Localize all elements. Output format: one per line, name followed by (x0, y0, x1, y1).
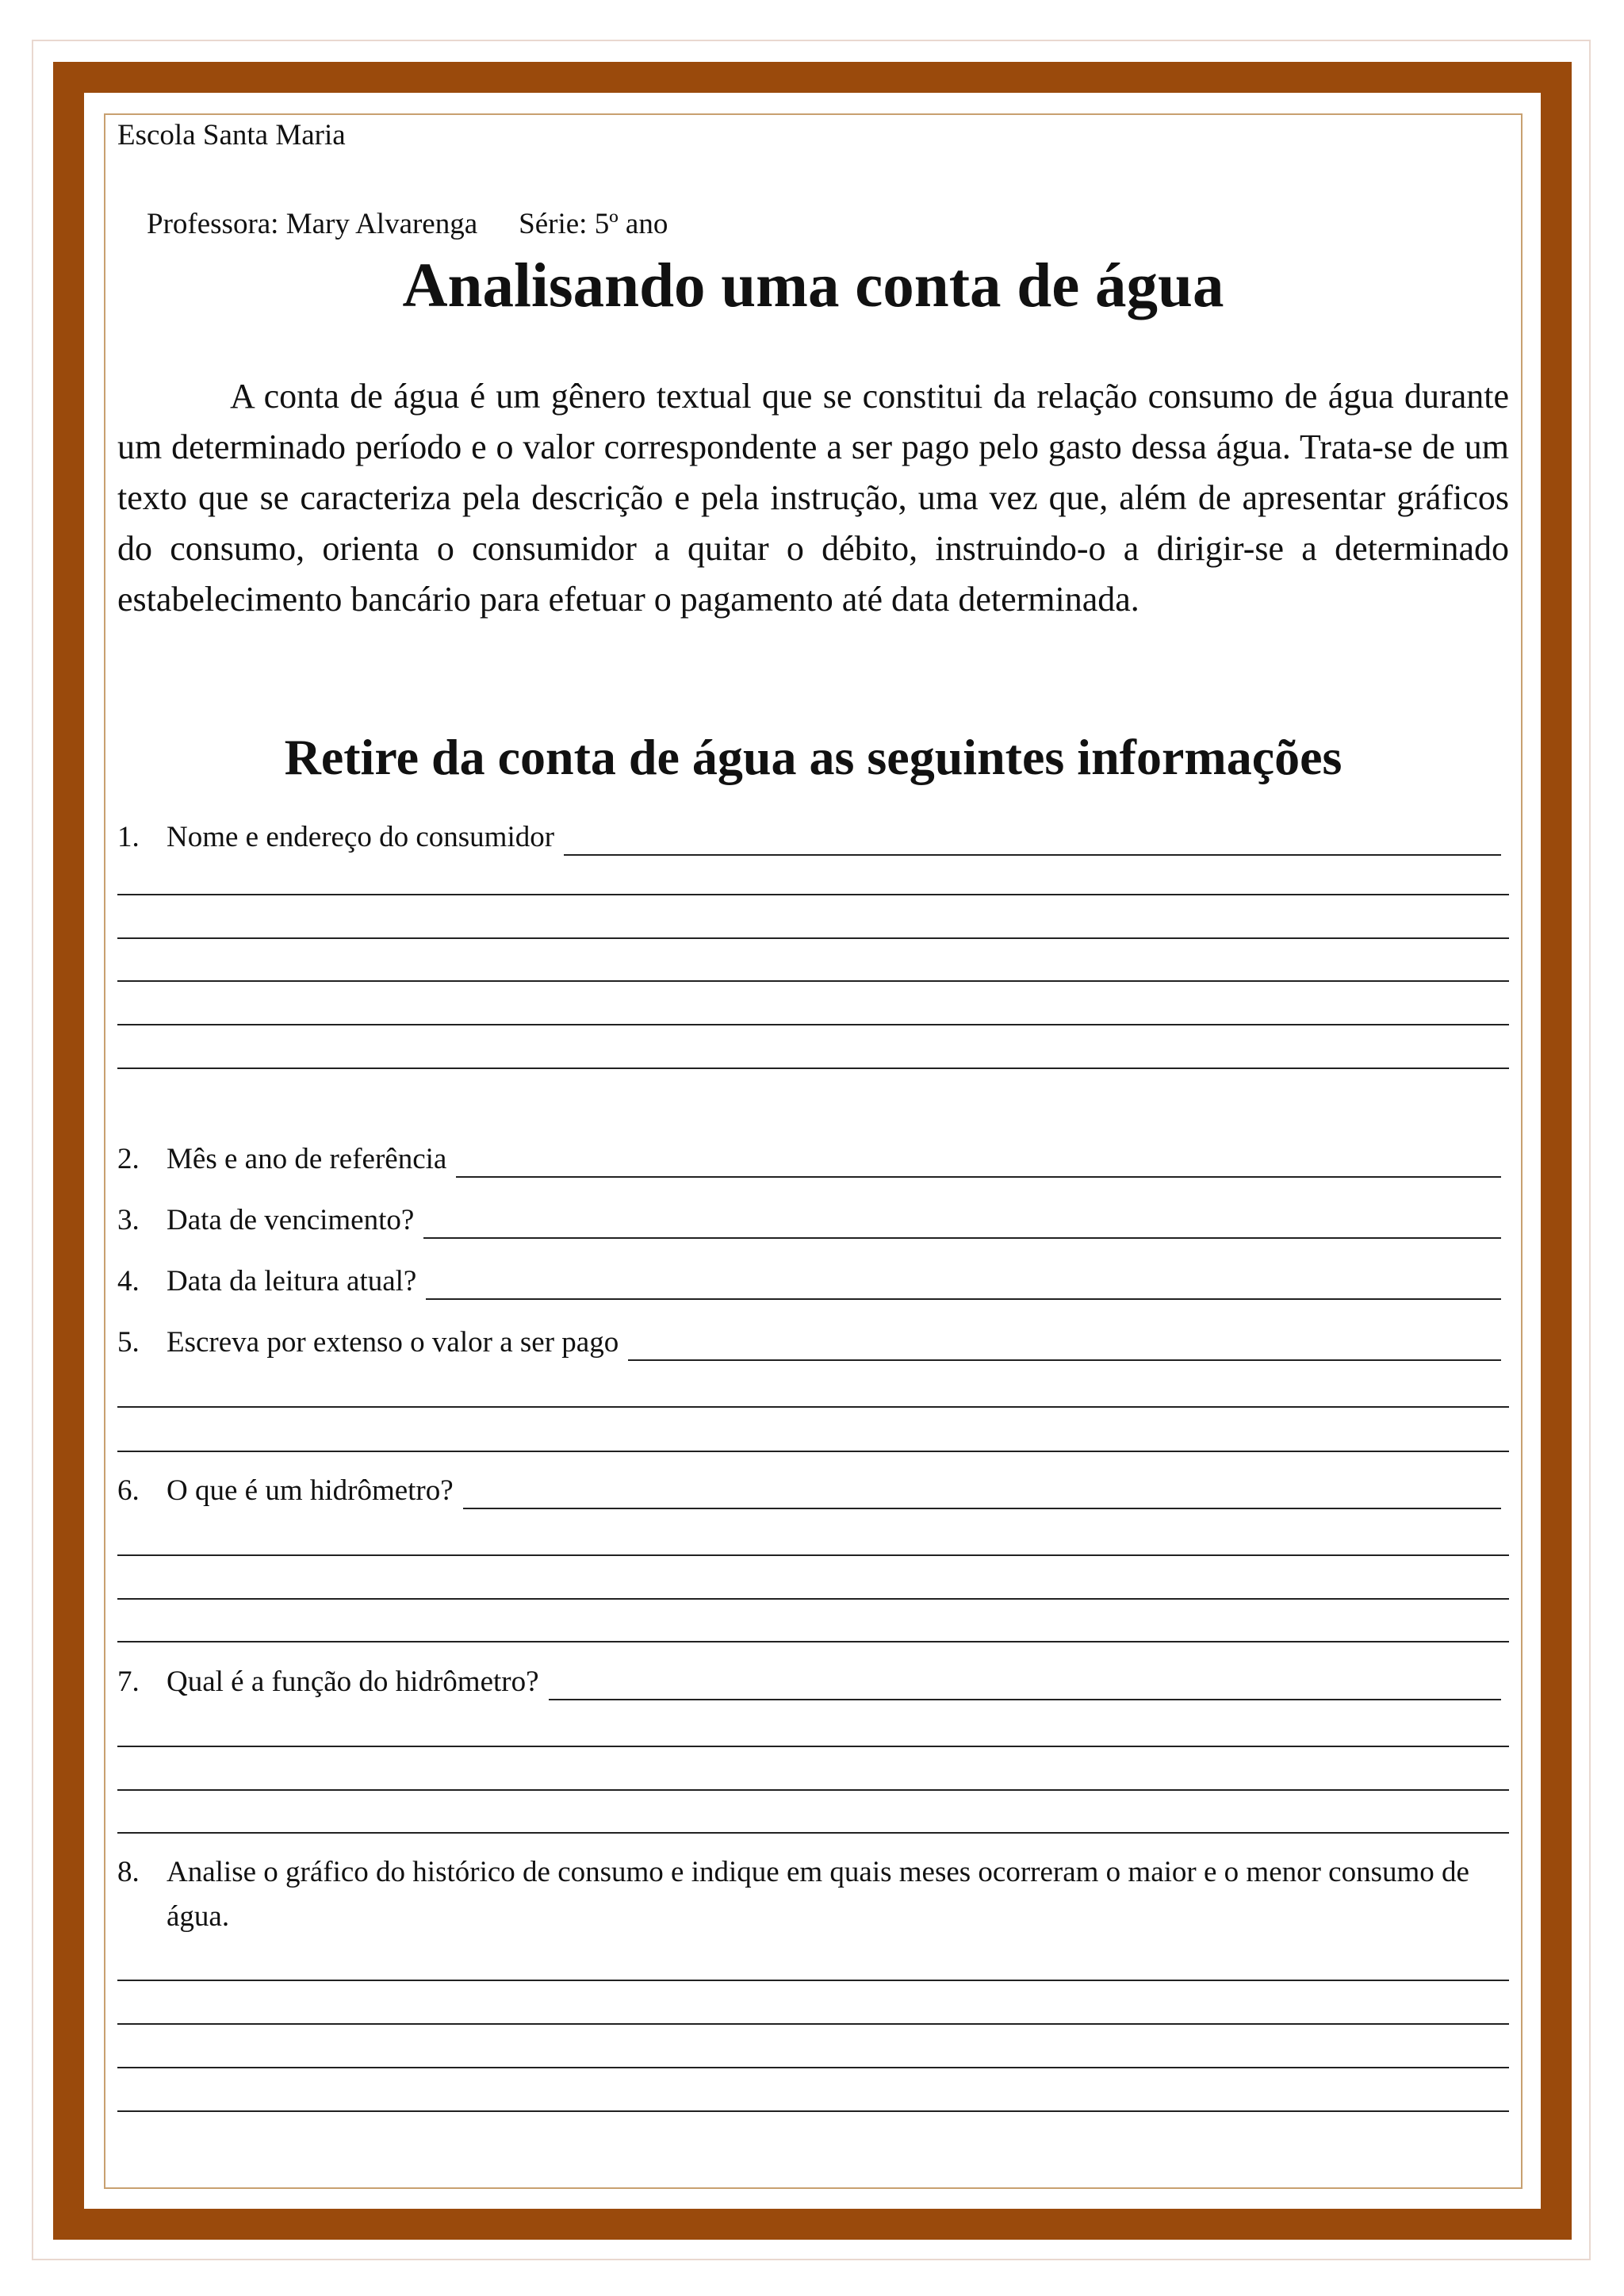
question-text: Analise o gráfico do histórico de consumo e indique em quais meses ocorreram o maior e o menor consumo de água. (167, 1856, 1469, 1933)
question-text: Mês e ano de referência (167, 1143, 447, 1175)
answer-line[interactable] (628, 1329, 1501, 1361)
question-number: 6. (117, 1474, 140, 1507)
answer-line[interactable] (117, 2067, 1509, 2068)
question-number: 7. (117, 1665, 140, 1698)
page-title: Analisando uma conta de água (402, 251, 1224, 320)
answer-line[interactable] (117, 1451, 1509, 1452)
question-number: 8. (117, 1856, 140, 1888)
question-5 (117, 1324, 1501, 1361)
question-number: 4. (117, 1265, 140, 1297)
question-4 (117, 1263, 1501, 1300)
question-3 (117, 1202, 1501, 1239)
answer-line[interactable] (117, 1598, 1509, 1600)
answer-line[interactable] (117, 980, 1509, 982)
answer-line[interactable] (117, 894, 1509, 895)
answer-line[interactable] (456, 1146, 1501, 1178)
question-1 (117, 819, 1501, 856)
question-text: Data de vencimento? (167, 1204, 415, 1236)
answer-line[interactable] (426, 1268, 1501, 1300)
answer-line[interactable] (564, 824, 1501, 856)
question-text: Data da leitura atual? (167, 1265, 417, 1297)
answer-line[interactable] (463, 1478, 1501, 1509)
answer-line[interactable] (549, 1669, 1501, 1700)
question-text: Nome e endereço do consumidor (167, 821, 555, 853)
answer-line[interactable] (423, 1207, 1501, 1239)
answer-line[interactable] (117, 1554, 1509, 1556)
answer-line[interactable] (117, 2110, 1509, 2112)
question-text: Qual é a função do hidrômetro? (167, 1665, 539, 1698)
worksheet-content (117, 113, 1509, 1933)
question-8 (117, 1850, 1501, 1939)
question-6 (117, 1473, 1501, 1509)
question-text: O que é um hidrômetro? (167, 1474, 454, 1507)
teacher-name: Professora: Mary Alvarenga (147, 208, 478, 240)
intro-paragraph: A conta de água é um gênero textual que se constitui da relação consumo de água durante um determinado período e o valor correspondente a ser pago pelo gasto dessa água. Trata-se de um texto que se caracteriza pela descrição e pela instrução, uma vez que, além de apresentar gráficos do consumo, orienta o consumidor a quitar o débito, instruindo-o a dirigir-se a determinado estabelecimento bancário para efetuar o pagamento até data determinada. (117, 377, 1509, 619)
answer-line[interactable] (117, 2023, 1509, 2025)
school-name: Escola Santa Maria (117, 119, 346, 151)
grade-level: Série: 5º ano (519, 208, 668, 240)
teacher-grade-line (117, 158, 1509, 240)
answer-line[interactable] (117, 1832, 1509, 1834)
section-subtitle: Retire da conta de água as seguintes informações (284, 729, 1342, 785)
answer-line[interactable] (117, 937, 1509, 939)
answer-line[interactable] (117, 1024, 1509, 1025)
answer-line[interactable] (117, 1068, 1509, 1069)
answer-line[interactable] (117, 1980, 1509, 1981)
question-number: 2. (117, 1143, 140, 1175)
answer-line[interactable] (117, 1406, 1509, 1408)
answer-line[interactable] (117, 1641, 1509, 1642)
question-number: 3. (117, 1204, 140, 1236)
answer-line[interactable] (117, 1746, 1509, 1747)
question-number: 5. (117, 1326, 140, 1359)
question-number: 1. (117, 821, 140, 853)
answer-line[interactable] (117, 1789, 1509, 1791)
question-text: Escreva por extenso o valor a ser pago (167, 1326, 619, 1359)
question-7 (117, 1664, 1501, 1700)
question-2 (117, 1141, 1501, 1178)
